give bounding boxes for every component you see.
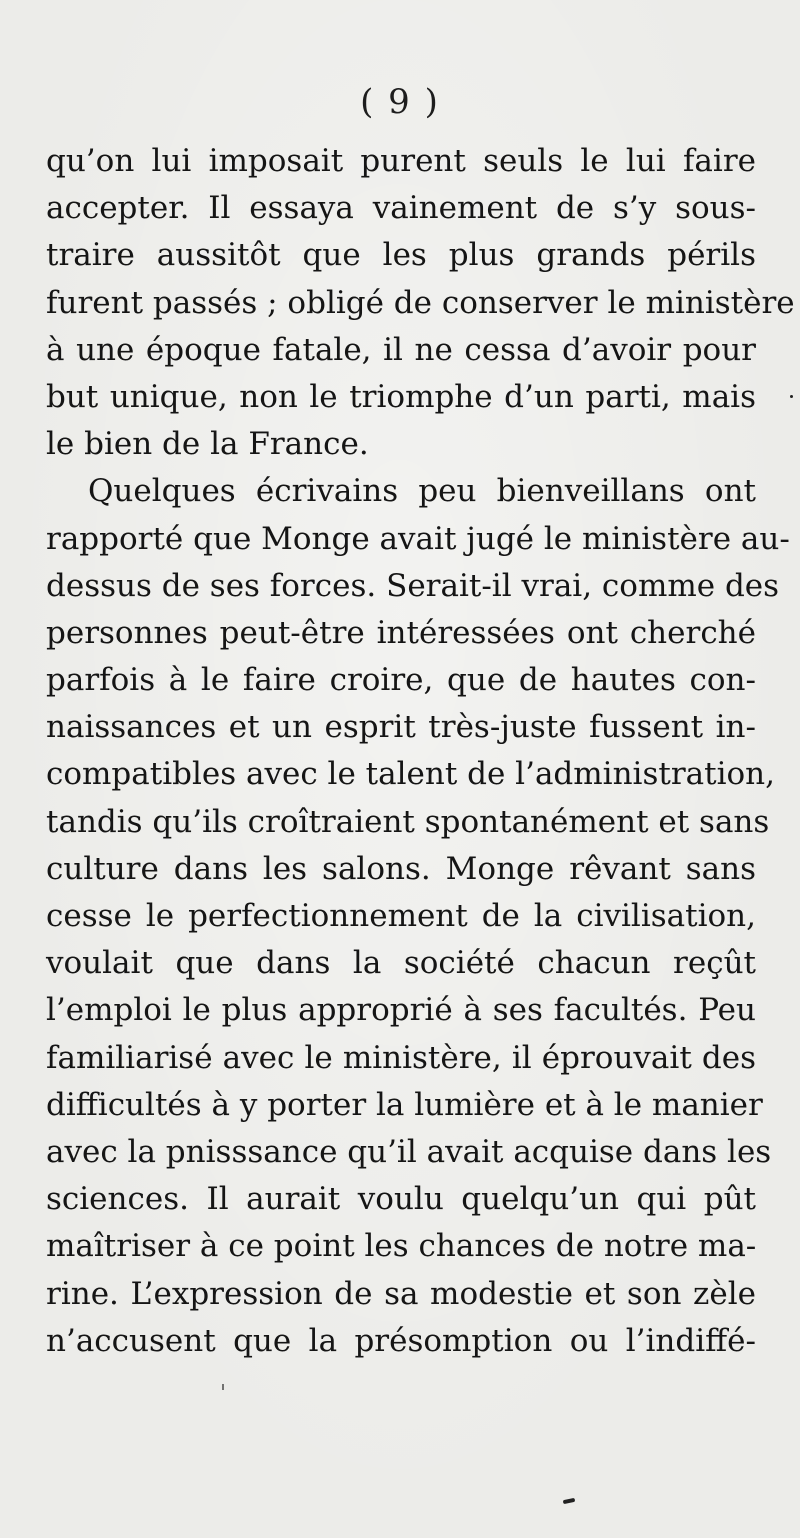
text-line: rapporté que Monge avait jugé le ministère au- (46, 520, 790, 557)
ink-speck (222, 1384, 224, 1390)
text-line: rine. L’expression de sa modestie et son zèle (46, 1275, 756, 1312)
text-line: sciences. Il aurait voulu quelqu’un qui pût (46, 1181, 756, 1218)
text-line: avec la pnisssance qu’il avait acquise dans les (46, 1133, 772, 1170)
text-line: accepter. Il essaya vainement de s’y sous- (46, 190, 756, 227)
text-line: à une époque fatale, il ne cessa d’avoir pour (46, 331, 756, 368)
text-line: compatibles avec le talent de l’administration, (46, 756, 775, 793)
text-line: l’emploi le plus approprié à ses facultés. Peu (46, 992, 756, 1029)
text-line: n’accusent que la présomption ou l’indiffé- (46, 1322, 756, 1359)
text-line: qu’on lui imposait purent seuls le lui faire (46, 143, 756, 179)
text-line: furent passés ; obligé de conserver le ministère (46, 284, 795, 321)
text-line: familiarisé avec le ministère, il éprouvait des (46, 1039, 756, 1076)
body-text (46, 138, 795, 1365)
text-line: difficultés à y porter la lumière et à le manier (46, 1086, 763, 1123)
text-line: cesse le perfectionnement de la civilisation, (46, 898, 756, 934)
page-number: ( 9 ) (360, 82, 440, 122)
text-line: Quelques écrivains peu bienveillans ont (88, 473, 756, 510)
text-line: voulait que dans la société chacun reçût (46, 945, 756, 982)
text-line: but unique, non le triomphe d’un parti, mais (46, 378, 756, 415)
ink-speck (790, 395, 793, 398)
text-line: parfois à le faire croire, que de hautes con- (46, 662, 756, 699)
text-line: traire aussitôt que les plus grands périls (46, 237, 756, 274)
ink-speck (563, 1498, 576, 1504)
text-line: maîtriser à ce point les chances de notre ma- (46, 1228, 757, 1265)
text-line: dessus de ses forces. Serait-il vrai, comme des (46, 567, 780, 604)
text-line: tandis qu’ils croîtraient spontanément et sans (46, 803, 770, 840)
text-line: personnes peut-être intéressées ont cherché (46, 614, 756, 651)
text-line: le bien de la France. (46, 426, 369, 463)
text-line: naissances et un esprit très-juste fussent in- (46, 709, 756, 746)
text-line: culture dans les salons. Monge rêvant sans (46, 850, 756, 887)
